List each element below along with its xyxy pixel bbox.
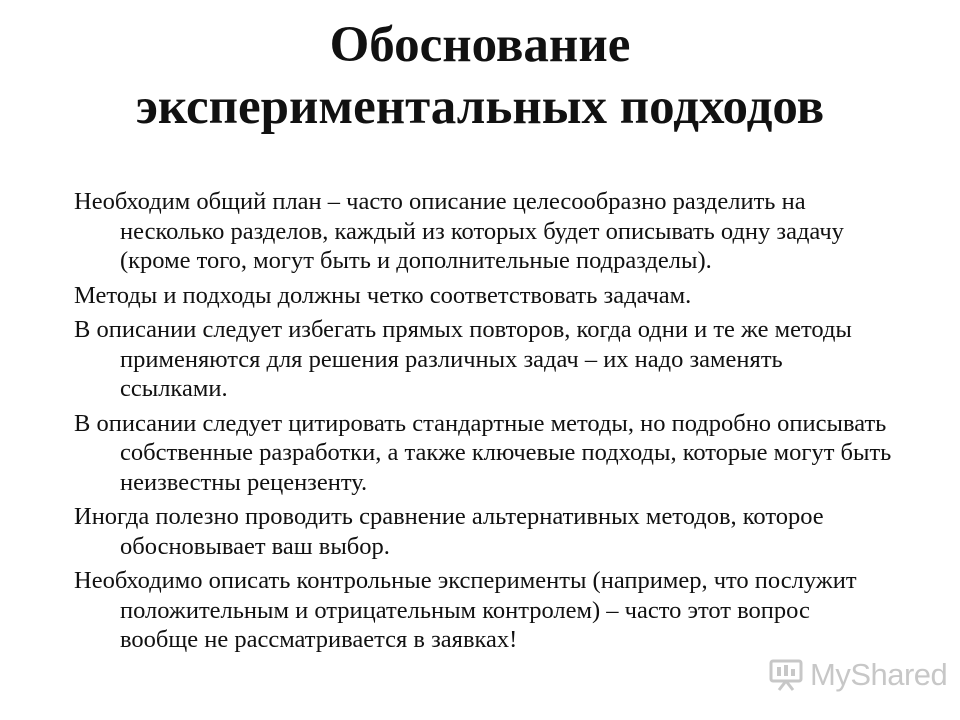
slide-body: [74, 187, 894, 660]
title-line-1: Обоснование: [329, 17, 631, 73]
paragraph-cite-methods: В описании следует цитировать стандартные методы, но подробно описывать собственные разработки, а также ключевые подходы, которые могут быть неизвестны рецензенту.: [74, 409, 892, 496]
paragraph-control-experiments: Необходимо описать контрольные эксперименты (например, что послужит положительным и отрицательным контролем) – часто этот вопрос вообще не рассматривается в заявках!: [74, 567, 857, 653]
paragraph-general-plan: Необходим общий план – часто описание целесообразно разделить на несколько разделов, каждый из которых будет описывать одну задачу (кроме того, могут быть и дополнительные подразделы).: [74, 188, 844, 274]
paragraph-avoid-repeats: В описании следует избегать прямых повторов, когда одни и те же методы применяются для решения различных задач – их надо заменять ссылками.: [74, 316, 852, 402]
watermark: [768, 650, 947, 700]
paragraph-compare-methods: Иногда полезно проводить сравнение альтернативных методов, которое обосновывает ваш выбор.: [74, 503, 824, 560]
title-line-2: экспериментальных подходов: [135, 79, 825, 135]
slide-title: [0, 14, 960, 138]
paragraph-methods-match-tasks: Методы и подходы должны четко соответствовать задачам.: [74, 281, 692, 309]
presentation-board-icon: [768, 657, 804, 693]
watermark-text: MyShared: [810, 657, 948, 692]
